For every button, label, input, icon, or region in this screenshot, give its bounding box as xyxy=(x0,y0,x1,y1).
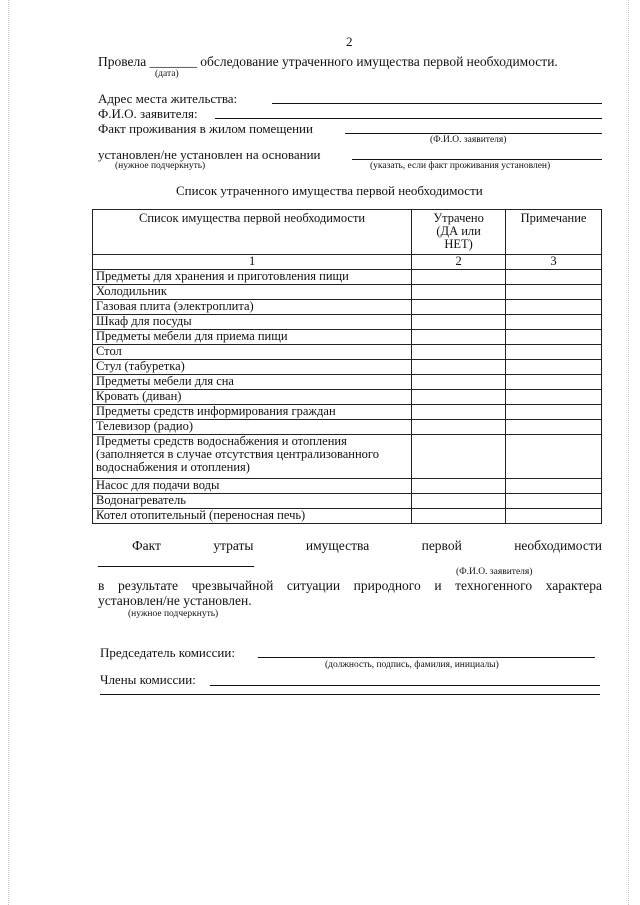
chair-signature-line[interactable] xyxy=(258,657,595,658)
note-cell[interactable] xyxy=(506,494,602,509)
established-label: установлен/не установлен на основании xyxy=(98,147,321,162)
applicant-input-line[interactable] xyxy=(215,118,602,119)
header-note: Примечание xyxy=(506,210,602,255)
note-cell[interactable] xyxy=(506,375,602,390)
list-title: Список утраченного имущества первой необходимости xyxy=(176,183,483,198)
table-row xyxy=(93,345,602,360)
table-row xyxy=(93,315,602,330)
note-cell[interactable] xyxy=(506,405,602,420)
note-cell[interactable] xyxy=(506,285,602,300)
item-cell: Предметы для хранения и приготовления пищи xyxy=(93,270,412,285)
lost-cell[interactable] xyxy=(412,494,506,509)
lost-cell[interactable] xyxy=(412,300,506,315)
item-cell: Стул (табуретка) xyxy=(93,360,412,375)
conducted-suffix: обследование утраченного имущества первой необходимости. xyxy=(200,54,558,69)
table-row xyxy=(93,285,602,300)
residence-input-line[interactable] xyxy=(345,133,602,134)
lost-cell[interactable] xyxy=(412,375,506,390)
lost-cell[interactable] xyxy=(412,479,506,494)
fact-underline-caption: (нужное подчеркнуть) xyxy=(128,609,219,619)
fact-word: первой xyxy=(421,538,462,553)
note-cell[interactable] xyxy=(506,270,602,285)
note-cell[interactable] xyxy=(506,420,602,435)
table-header-row xyxy=(93,210,602,255)
fact-word: утраты xyxy=(213,538,254,553)
item-cell: Кровать (диван) xyxy=(93,390,412,405)
lost-cell[interactable] xyxy=(412,405,506,420)
established-underline-caption: (нужное подчеркнуть) xyxy=(115,161,206,171)
note-cell[interactable] xyxy=(506,509,602,524)
lost-cell[interactable] xyxy=(412,285,506,300)
lost-cell[interactable] xyxy=(412,315,506,330)
note-cell[interactable] xyxy=(506,330,602,345)
note-cell[interactable] xyxy=(506,345,602,360)
item-cell: Водонагреватель xyxy=(93,494,412,509)
table-row xyxy=(93,330,602,345)
scan-edge-left xyxy=(8,0,9,905)
scan-edge-right xyxy=(628,0,629,905)
note-cell[interactable] xyxy=(506,300,602,315)
col-number-1: 1 xyxy=(93,255,412,270)
table-row xyxy=(93,405,602,420)
conducted-line xyxy=(98,55,558,69)
item-cell: Шкаф для посуды xyxy=(93,315,412,330)
members-signature-line-1[interactable] xyxy=(210,685,600,686)
fact-word: необходимости xyxy=(514,538,602,553)
fact-line-1: в результате чрезвычайной ситуации природного и техногенного характера xyxy=(98,578,602,593)
lost-cell[interactable] xyxy=(412,390,506,405)
fact-applicant-input-line[interactable] xyxy=(98,566,254,567)
conducted-date-blank[interactable]: _______ xyxy=(149,54,197,69)
header-items: Список имущества первой необходимости xyxy=(93,210,412,255)
lost-cell[interactable] xyxy=(412,270,506,285)
fact-line-2: установлен/не установлен. xyxy=(98,593,252,608)
table-row xyxy=(93,479,602,494)
item-cell: Холодильник xyxy=(93,285,412,300)
item-cell: Телевизор (радио) xyxy=(93,420,412,435)
address-label: Адрес места жительства: xyxy=(98,91,238,106)
item-cell: Насос для подачи воды xyxy=(93,479,412,494)
col-number-2: 2 xyxy=(412,255,506,270)
table-row xyxy=(93,509,602,524)
members-signature-line-2[interactable] xyxy=(100,694,600,695)
fact-applicant-caption: (Ф.И.О. заявителя) xyxy=(456,567,533,577)
item-cell: Предметы средств водоснабжения и отопления (заполняется в случае отсутствия централизованного водоснабжения и отопления) xyxy=(93,435,412,479)
chair-label: Председатель комиссии: xyxy=(100,645,235,660)
item-cell: Предметы мебели для приема пищи xyxy=(93,330,412,345)
table-number-row xyxy=(93,255,602,270)
header-lost: Утрачено (ДА или НЕТ) xyxy=(412,210,506,255)
page-number: 2 xyxy=(346,34,353,49)
table-row xyxy=(93,270,602,285)
table-row xyxy=(93,300,602,315)
fact-word: Факт xyxy=(132,538,161,553)
address-input-line[interactable] xyxy=(272,103,602,104)
note-cell[interactable] xyxy=(506,435,602,479)
table-row xyxy=(93,375,602,390)
residence-label: Факт проживания в жилом помещении xyxy=(98,121,313,136)
lost-cell[interactable] xyxy=(412,420,506,435)
date-caption: (дата) xyxy=(155,69,179,79)
note-cell[interactable] xyxy=(506,315,602,330)
note-cell[interactable] xyxy=(506,390,602,405)
lost-cell[interactable] xyxy=(412,330,506,345)
table-row xyxy=(93,435,602,479)
lost-cell[interactable] xyxy=(412,360,506,375)
fact-word: имущества xyxy=(305,538,370,553)
item-cell: Котел отопительный (переносная печь) xyxy=(93,509,412,524)
members-label: Члены комиссии: xyxy=(100,672,196,687)
note-cell[interactable] xyxy=(506,479,602,494)
col-number-3: 3 xyxy=(506,255,602,270)
table-row xyxy=(93,420,602,435)
residence-applicant-caption: (Ф.И.О. заявителя) xyxy=(430,135,507,145)
chair-caption: (должность, подпись, фамилия, инициалы) xyxy=(325,660,499,670)
item-cell: Газовая плита (электроплита) xyxy=(93,300,412,315)
table-row xyxy=(93,360,602,375)
basis-input-line[interactable] xyxy=(352,159,602,160)
lost-cell[interactable] xyxy=(412,345,506,360)
item-cell: Предметы мебели для сна xyxy=(93,375,412,390)
applicant-label: Ф.И.О. заявителя: xyxy=(98,106,198,121)
note-cell[interactable] xyxy=(506,360,602,375)
item-cell: Стол xyxy=(93,345,412,360)
conducted-prefix: Провела xyxy=(98,54,147,69)
lost-cell[interactable] xyxy=(412,435,506,479)
inventory-table xyxy=(92,209,602,524)
lost-cell[interactable] xyxy=(412,509,506,524)
basis-caption: (указать, если факт проживания установлен) xyxy=(370,161,551,171)
table-row xyxy=(93,390,602,405)
item-cell: Предметы средств информирования граждан xyxy=(93,405,412,420)
fact-words xyxy=(132,539,602,553)
table-row xyxy=(93,494,602,509)
